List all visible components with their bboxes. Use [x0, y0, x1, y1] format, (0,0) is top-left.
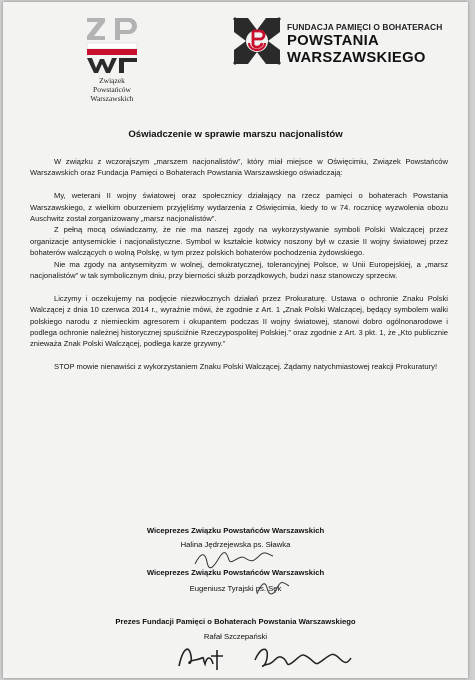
zpw-name-line-1: Związek [99, 76, 125, 85]
signature-role-1: Wiceprezes Związku Powstańców Warszawskich [146, 526, 325, 535]
kotwica-anchor-logo [232, 16, 282, 66]
zpw-logo [73, 12, 151, 112]
fundacja-logo [232, 16, 442, 76]
handwritten-signature-3 [175, 642, 365, 672]
paragraph: Nie ma zgody na antysemityzm w wolnej, demokratycznej, tolerancyjnej Polsce, w Unii Europejskiej, a „marsz nacjonalistów” w tak symbolicznym dniu, przy bierności służb porządkowych, budzi nasz stanowczy sprzeciw. [30, 259, 448, 281]
fundacja-name-top: FUNDACJA PAMIĘCI O BOHATERACH [287, 22, 443, 32]
paragraph: STOP mowie nienawiści z wykorzystaniem Znaku Polski Walczącej. Żądamy natychmiastowej reakcji Prokuratury! [54, 362, 438, 372]
handwritten-signature-1 [191, 550, 281, 570]
handwritten-signature-2 [253, 578, 293, 598]
paragraph: Z pełną mocą oświadczamy, że nie ma naszej zgody na wykorzystywanie symboli Polski Walczącej przez organizacje antysemickie i nacjonalistyczne. Symbol w kształcie kotwicy noszony był w czasie II wojny światowej przez bohaterów walczących o wolną Polskę, w tym przez polskich bohaterów pochodzenia żydowskiego. [30, 225, 448, 258]
zpw-name-line-2: Powstańców [93, 85, 131, 94]
signature-name-2: Eugeniusz Tyrajski ps. Sęk [189, 584, 282, 593]
document-body [30, 156, 448, 384]
signature-role-2: Wiceprezes Związku Powstańców Warszawskich [146, 568, 325, 577]
signature-name-3: Rafał Szczepański [203, 632, 268, 641]
signature-role-3: Prezes Fundacji Pamięci o Bohaterach Powstania Warszawskiego [115, 617, 356, 626]
paragraph: My, weterani II wojny światowej oraz społecznicy działający na rzecz pamięci o bohaterach Powstania Warszawskiego, z wielkim oburzeniem przyjęliśmy wydarzenia z Oświęcimia, kiedy to w 74. rocznicę wyzwolenia obozu Auschwitz został zorganizowany „marsz nacjonalistów”. [30, 191, 448, 224]
zpw-name-line-3: Warszawskich [90, 94, 134, 103]
paragraph: Liczymy i oczekujemy na podjęcie niezwłocznych działań przez Prokuraturę. Ustawa o ochronie Znaku Polski Walczącej z dnia 10 czerwca 2014 r., wyraźnie mówi, że zgodnie z Art. 1 „Znak Polski Walczącej, będący symbolem walki polskiego narodu z niemieckim agresorem i okupantem podczas II wojny światowej, stanowi dobro ogólnonarodowe i podlega ochronie należnej historycznej spuściźnie Rzeczypospolitej Polskiej.” oraz zgodnie z Art. 3 pkt. 1, że „Kto publicznie znieważa Znak Polski Walczącej, podlega karze grzywny.” [30, 293, 448, 349]
document-page [3, 2, 468, 678]
fundacja-name-line-2: WARSZAWSKIEGO [287, 50, 426, 66]
signature-name-1: Halina Jędrzejewska ps. Sławka [180, 540, 291, 549]
document-title: Oświadczenie w sprawie marszu nacjonalistów [128, 129, 343, 140]
paragraph: W związku z wczorajszym „marszem nacjonalistów”, który miał miejsce w Oświęcimiu, Związek Powstańców Warszawskich oraz Fundacja Pamięci o Bohaterach Powstania Warszawskiego oświadczają: [30, 157, 448, 178]
fundacja-name-line-1: POWSTANIA [287, 33, 380, 49]
zpw-monogram-logo [83, 12, 141, 74]
